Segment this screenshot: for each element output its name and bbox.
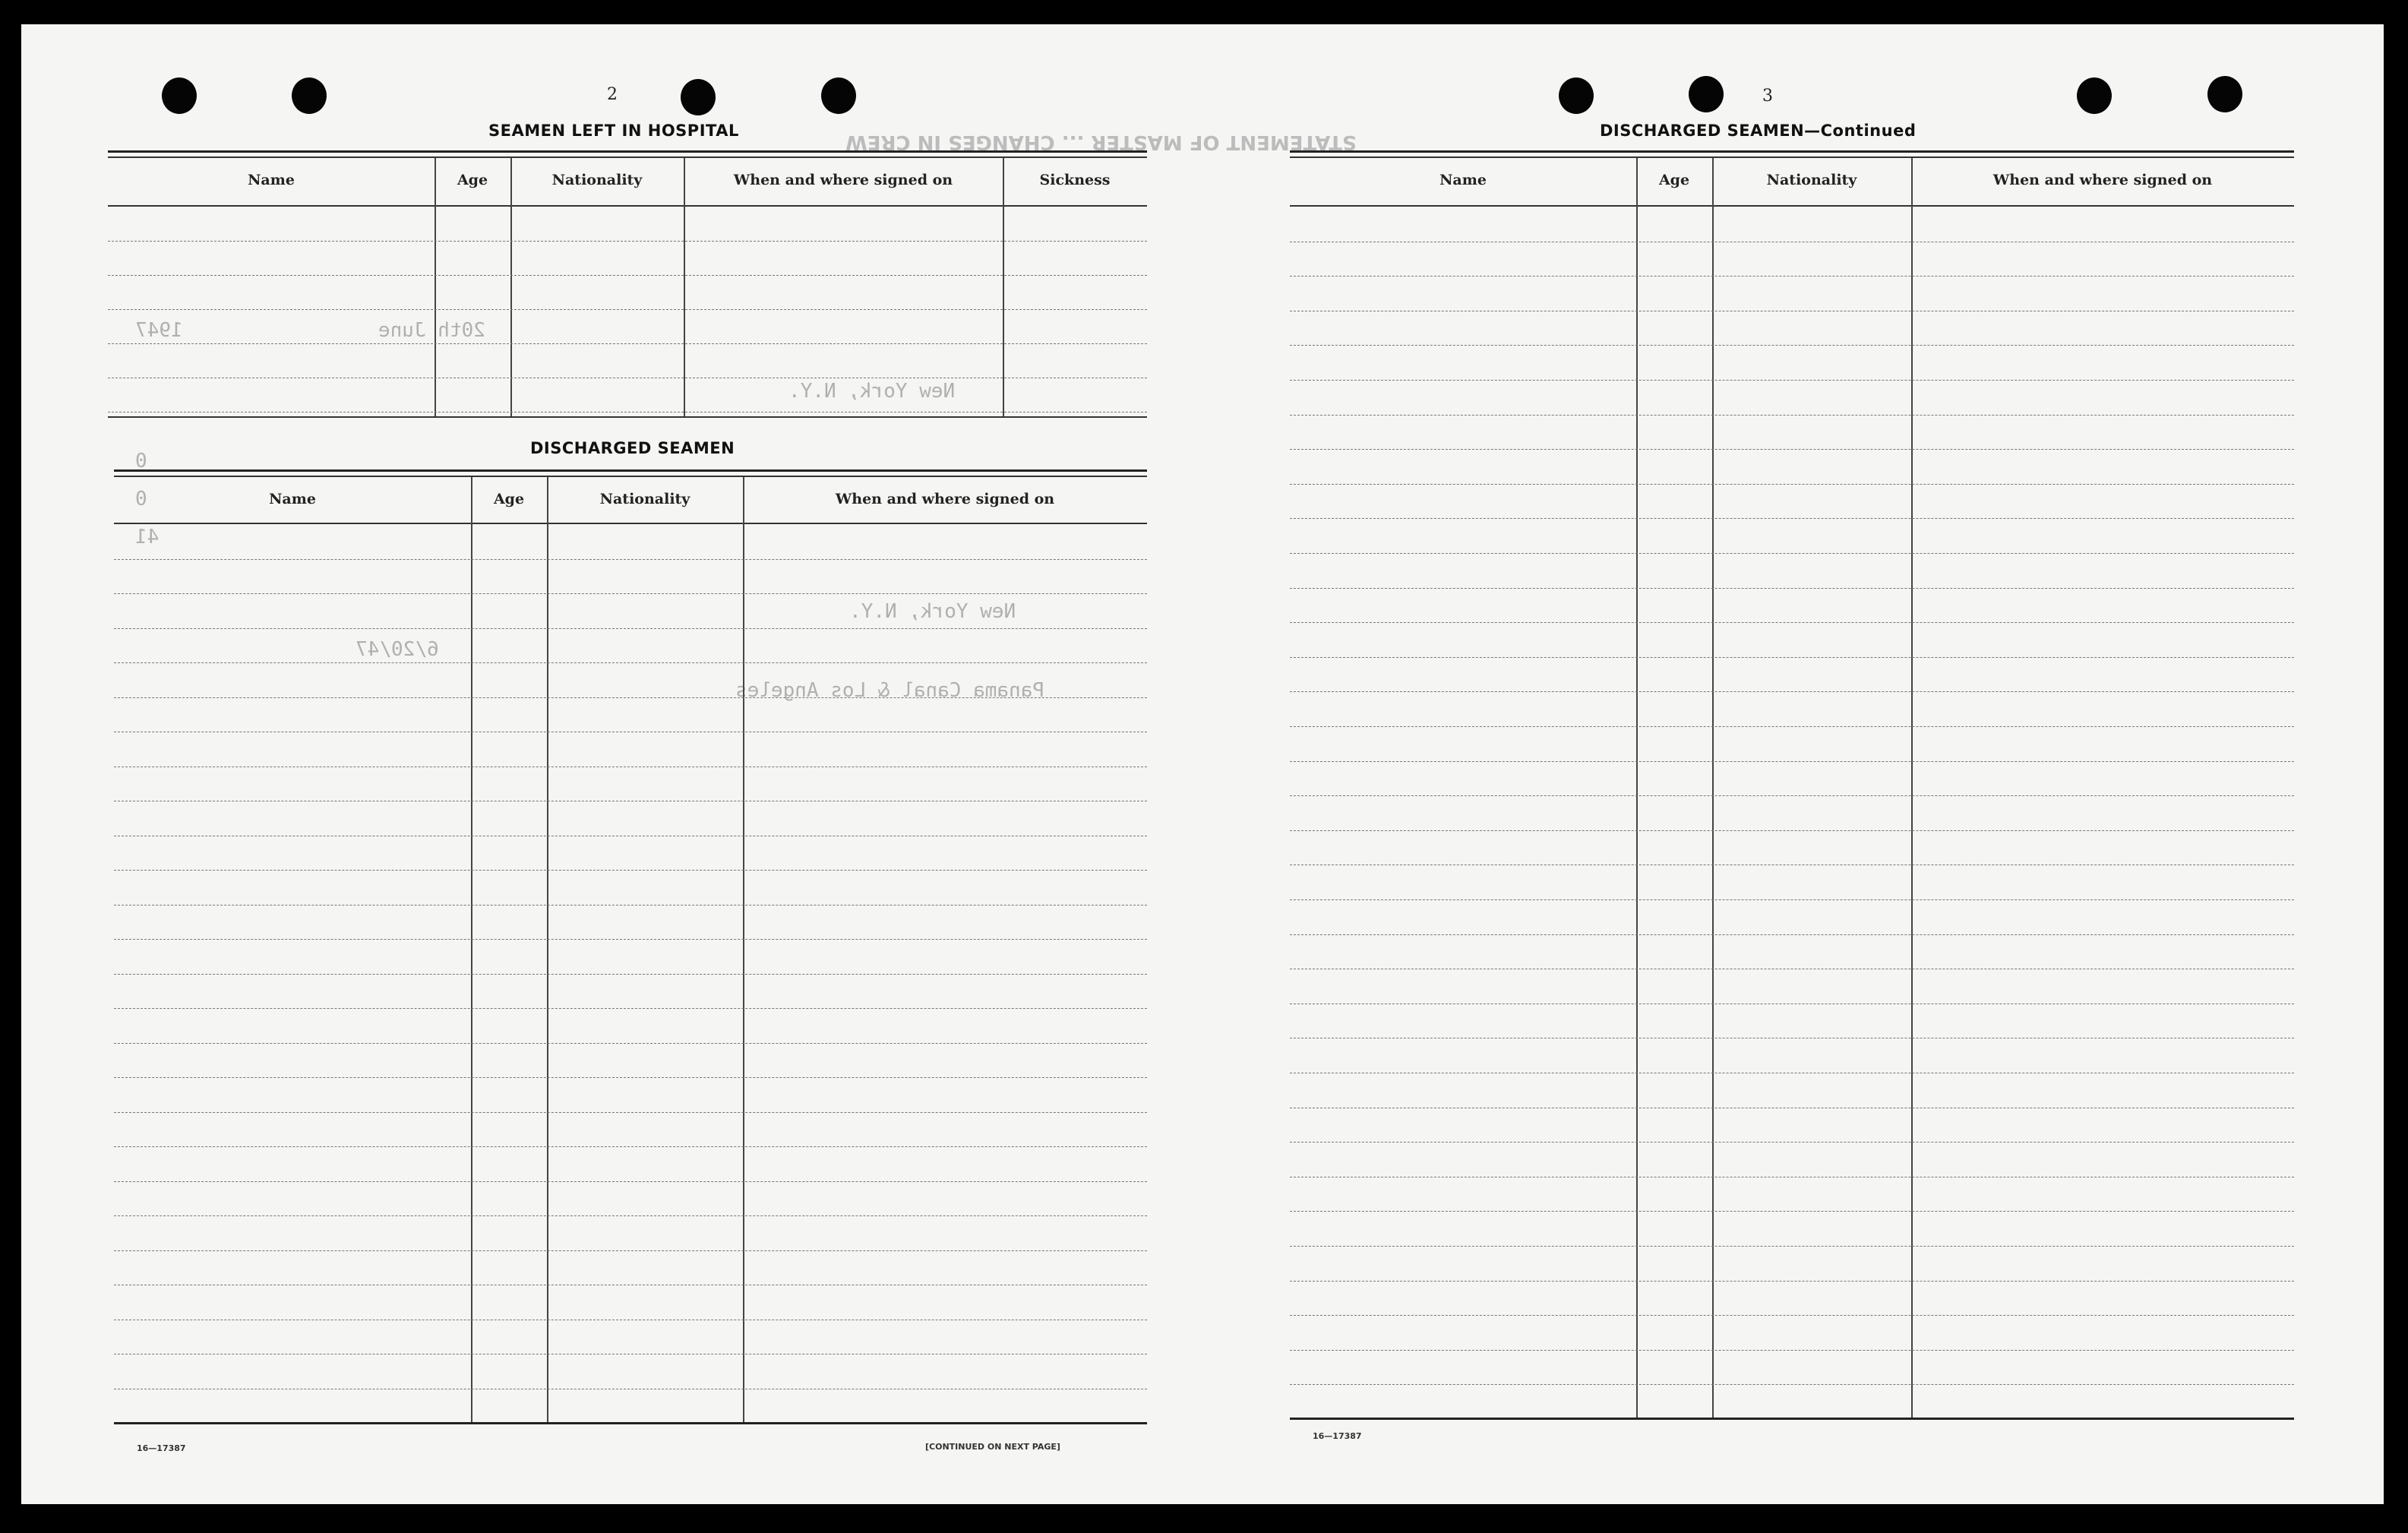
table-row [114,1112,1147,1113]
table-row [114,1215,1147,1216]
table-row [114,1043,1147,1044]
table-row [1290,345,2294,346]
table-row [114,559,1147,560]
section-title: DISCHARGED SEAMEN—Continued [1600,122,1917,140]
table-row [114,870,1147,871]
table-row [1290,276,2294,277]
section-rule [114,469,1147,472]
table-row [114,974,1147,975]
bleed-through-line: 0 [135,450,147,473]
column-header-sickness: Sickness [1039,172,1111,188]
table-row [114,939,1147,940]
form-number: 16—17387 [1313,1431,1362,1441]
table-row [114,1250,1147,1251]
table-row [114,1181,1147,1182]
table-row [114,1077,1147,1078]
bleed-through-line: New York, N.Y. [788,380,956,403]
bleed-through-title: STATEMENT OF MASTER ... CHANGES IN CREW [845,131,1357,153]
column-header-signed-on: When and where signed on [1992,172,2213,188]
table-row [1290,1211,2294,1212]
table-row [1290,899,2294,900]
table-row [114,766,1147,767]
table-row [1290,449,2294,450]
discharged-table-rows [114,524,1147,1421]
column-header-name: Name [269,491,316,507]
table-row [114,628,1147,629]
table-row [114,593,1147,594]
table-row [1290,484,2294,485]
table-row [1290,1142,2294,1143]
discharged-continued-table-rows [1290,207,2294,1414]
bleed-through-line: 6/20/47 [356,638,439,661]
column-header-name: Name [1439,172,1487,188]
section-rule [1290,150,2294,153]
table-row [108,343,1147,344]
column-header-nationality: Nationality [599,491,690,507]
table-row [114,1146,1147,1147]
continued-note: [CONTINUED ON NEXT PAGE] [925,1442,1060,1452]
section-rule [108,150,1147,153]
bleed-through-line: Panama Canal & Los Angeles [735,679,1044,702]
table-row [1290,1350,2294,1351]
table-row [1290,761,2294,762]
table-row [114,1008,1147,1009]
column-header-age: Age [457,172,488,188]
table-row [1290,657,2294,658]
table-end-rule [114,1422,1147,1424]
table-row [108,275,1147,276]
bleed-through-line: 1947 [135,319,183,342]
table-row [1290,588,2294,589]
table-row [108,309,1147,310]
right-page [1214,24,2384,1504]
table-row [1290,934,2294,935]
table-row [1290,726,2294,727]
table-row [114,697,1147,698]
table-row [114,905,1147,906]
discharged-section-title: DISCHARGED SEAMEN [530,439,735,457]
hospital-section-title: SEAMEN LEFT IN HOSPITAL [488,122,739,140]
left-page [21,24,1183,1504]
column-header-name: Name [248,172,295,188]
table-row [1290,864,2294,865]
table-end-rule [108,416,1147,418]
page-number: 2 [607,85,618,104]
column-header-nationality: Nationality [551,172,643,188]
hospital-table-rows [108,207,1147,419]
column-header-nationality: Nationality [1766,172,1857,188]
section-rule [1290,156,2294,158]
table-row [1290,830,2294,831]
section-rule [114,476,1147,477]
table-row [1290,1246,2294,1247]
column-header-age: Age [1658,172,1690,188]
section-rule [108,156,1147,158]
bleed-through-line: New York, N.Y. [849,600,1016,623]
table-row [114,662,1147,663]
table-row [1290,1281,2294,1282]
column-header-signed-on: When and where signed on [835,491,1055,507]
table-row [1290,415,2294,416]
table-row [1290,1384,2294,1385]
table-row [1290,691,2294,692]
column-header-age: Age [493,491,525,507]
bleed-through-line: 20th June [378,319,485,342]
table-row [1290,518,2294,519]
table-row [1290,380,2294,381]
bleed-through-line: 41 [135,526,160,548]
table-row [1290,795,2294,796]
form-number: 16—17387 [137,1443,186,1453]
table-row [1290,553,2294,554]
document-sheet [21,24,2384,1504]
table-end-rule [1290,1418,2294,1420]
table-row [1290,622,2294,623]
page-number: 3 [1762,87,1773,106]
table-row [1290,1315,2294,1316]
bleed-through-line: 0 [135,488,147,510]
column-header-signed-on: When and where signed on [733,172,953,188]
table-row [108,241,1147,242]
